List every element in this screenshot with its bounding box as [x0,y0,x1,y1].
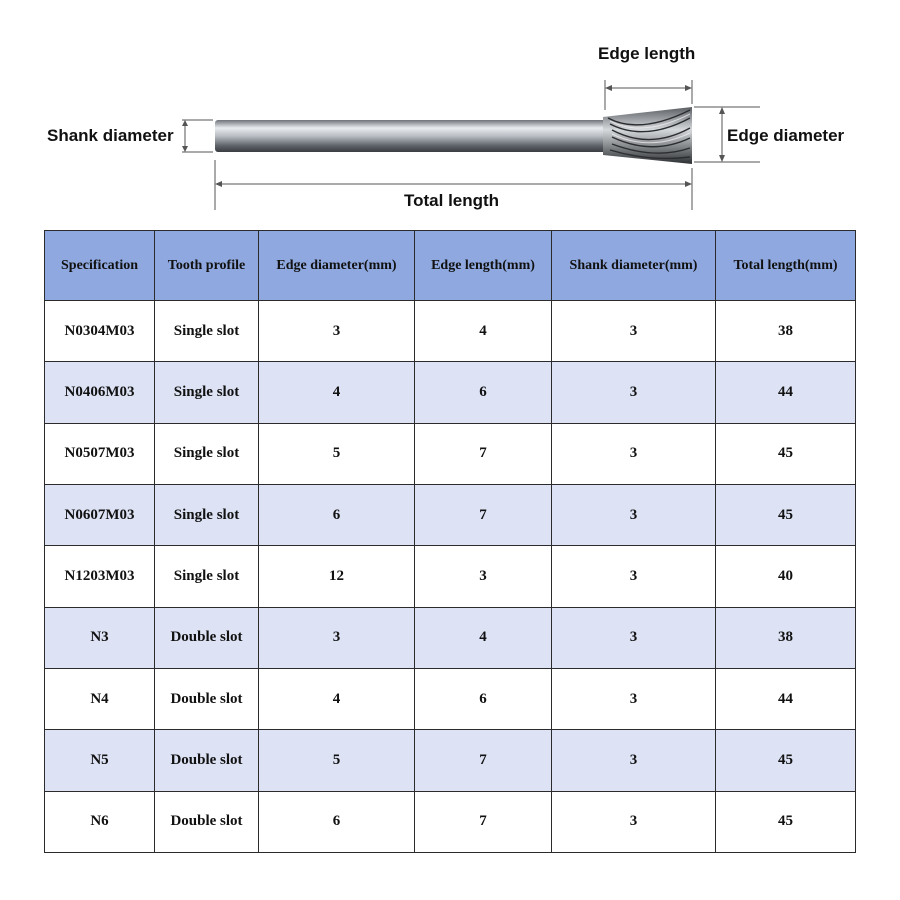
cell-edge-length: 4 [415,607,552,668]
cell-specification: N1203M03 [45,546,155,607]
table-row [45,423,856,484]
cell-shank-diameter: 3 [552,607,716,668]
cell-edge-diameter: 5 [259,730,415,791]
cell-edge-diameter: 4 [259,362,415,423]
cell-tooth-profile: Double slot [155,607,259,668]
spec-table [44,230,856,853]
cell-total-length: 45 [716,484,856,545]
cell-shank-diameter: 3 [552,301,716,362]
cell-edge-length: 7 [415,484,552,545]
cell-edge-diameter: 6 [259,791,415,852]
header-edge-diameter: Edge diameter(mm) [259,231,415,301]
cell-total-length: 45 [716,730,856,791]
cell-shank-diameter: 3 [552,668,716,729]
cell-edge-diameter: 3 [259,301,415,362]
cell-total-length: 38 [716,607,856,668]
cell-specification: N6 [45,791,155,852]
table-row [45,730,856,791]
tool-diagram [0,0,900,225]
table-row [45,484,856,545]
cell-specification: N0607M03 [45,484,155,545]
table-row [45,301,856,362]
shank-diameter-label: Shank diameter [47,126,174,145]
cell-specification: N4 [45,668,155,729]
cell-edge-diameter: 12 [259,546,415,607]
cell-tooth-profile: Single slot [155,546,259,607]
cell-tooth-profile: Double slot [155,730,259,791]
cell-tooth-profile: Double slot [155,791,259,852]
cell-shank-diameter: 3 [552,362,716,423]
cell-edge-diameter: 4 [259,668,415,729]
cell-tooth-profile: Single slot [155,362,259,423]
table-row [45,362,856,423]
cell-edge-diameter: 6 [259,484,415,545]
table-row [45,668,856,729]
cell-edge-length: 7 [415,730,552,791]
cell-edge-diameter: 5 [259,423,415,484]
header-specification: Specification [45,231,155,301]
cell-edge-length: 3 [415,546,552,607]
header-shank-diameter: Shank diameter(mm) [552,231,716,301]
cell-edge-diameter: 3 [259,607,415,668]
cell-tooth-profile: Double slot [155,668,259,729]
cell-tooth-profile: Single slot [155,301,259,362]
cell-specification: N3 [45,607,155,668]
cell-total-length: 44 [716,668,856,729]
cell-shank-diameter: 3 [552,730,716,791]
cell-total-length: 38 [716,301,856,362]
cell-total-length: 45 [716,423,856,484]
header-edge-length: Edge length(mm) [415,231,552,301]
cell-shank-diameter: 3 [552,484,716,545]
cell-edge-length: 7 [415,423,552,484]
cell-tooth-profile: Single slot [155,423,259,484]
cell-edge-length: 6 [415,668,552,729]
cell-specification: N5 [45,730,155,791]
cell-total-length: 45 [716,791,856,852]
header-total-length: Total length(mm) [716,231,856,301]
cell-shank-diameter: 3 [552,791,716,852]
table-row [45,791,856,852]
cell-tooth-profile: Single slot [155,484,259,545]
cell-specification: N0507M03 [45,423,155,484]
edge-length-label: Edge length [598,44,696,63]
table-header-row [45,231,856,301]
table-row [45,546,856,607]
cell-total-length: 44 [716,362,856,423]
edge-diameter-label: Edge diameter [727,126,845,145]
cell-total-length: 40 [716,546,856,607]
cell-specification: N0406M03 [45,362,155,423]
cell-edge-length: 7 [415,791,552,852]
cell-edge-length: 6 [415,362,552,423]
shank-body [215,120,607,152]
cell-edge-length: 4 [415,301,552,362]
cell-shank-diameter: 3 [552,546,716,607]
total-length-label: Total length [404,191,500,210]
cell-specification: N0304M03 [45,301,155,362]
header-tooth-profile: Tooth profile [155,231,259,301]
table-row [45,607,856,668]
cell-shank-diameter: 3 [552,423,716,484]
